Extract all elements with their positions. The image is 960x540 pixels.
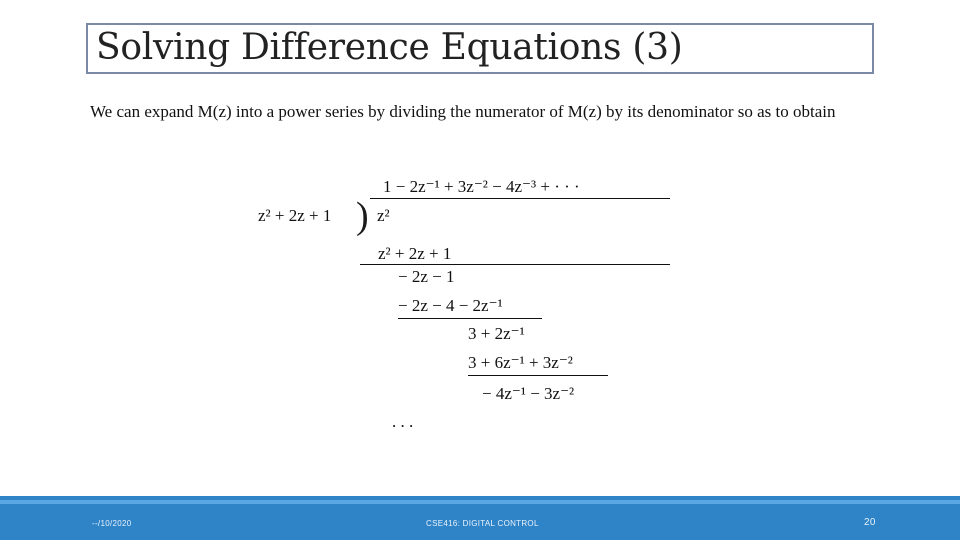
step-5: 3 + 6z⁻¹ + 3z⁻²	[468, 353, 573, 372]
step-1: z² + 2z + 1	[378, 244, 452, 263]
step-2: − 2z − 1	[398, 267, 455, 286]
page-number: 20	[864, 517, 876, 528]
step-rule-3	[468, 375, 608, 376]
step-rule-2	[398, 318, 542, 319]
step-rule-1	[360, 264, 670, 265]
slide-title: Solving Difference Equations (3)	[96, 27, 683, 68]
footer-course: CSE416: DIGITAL CONTROL	[426, 519, 539, 528]
divisor: z² + 2z + 1	[258, 206, 332, 225]
continuation-ellipsis: . . .	[392, 412, 414, 431]
footer-date: --/10/2020	[92, 519, 132, 528]
footer-accent	[0, 500, 960, 504]
division-bar	[370, 198, 670, 199]
title-box	[86, 23, 874, 74]
dividend: z²	[377, 206, 390, 225]
step-6: − 4z⁻¹ − 3z⁻²	[482, 384, 575, 403]
division-bracket: )	[356, 195, 369, 237]
intro-paragraph: We can expand M(z) into a power series by dividing the numerator of M(z) by its denominator so as to obtain	[90, 102, 836, 121]
step-3: − 2z − 4 − 2z⁻¹	[398, 296, 503, 315]
step-4: 3 + 2z⁻¹	[468, 324, 525, 343]
quotient: 1 − 2z⁻¹ + 3z⁻² − 4z⁻³ + · · ·	[383, 177, 580, 196]
